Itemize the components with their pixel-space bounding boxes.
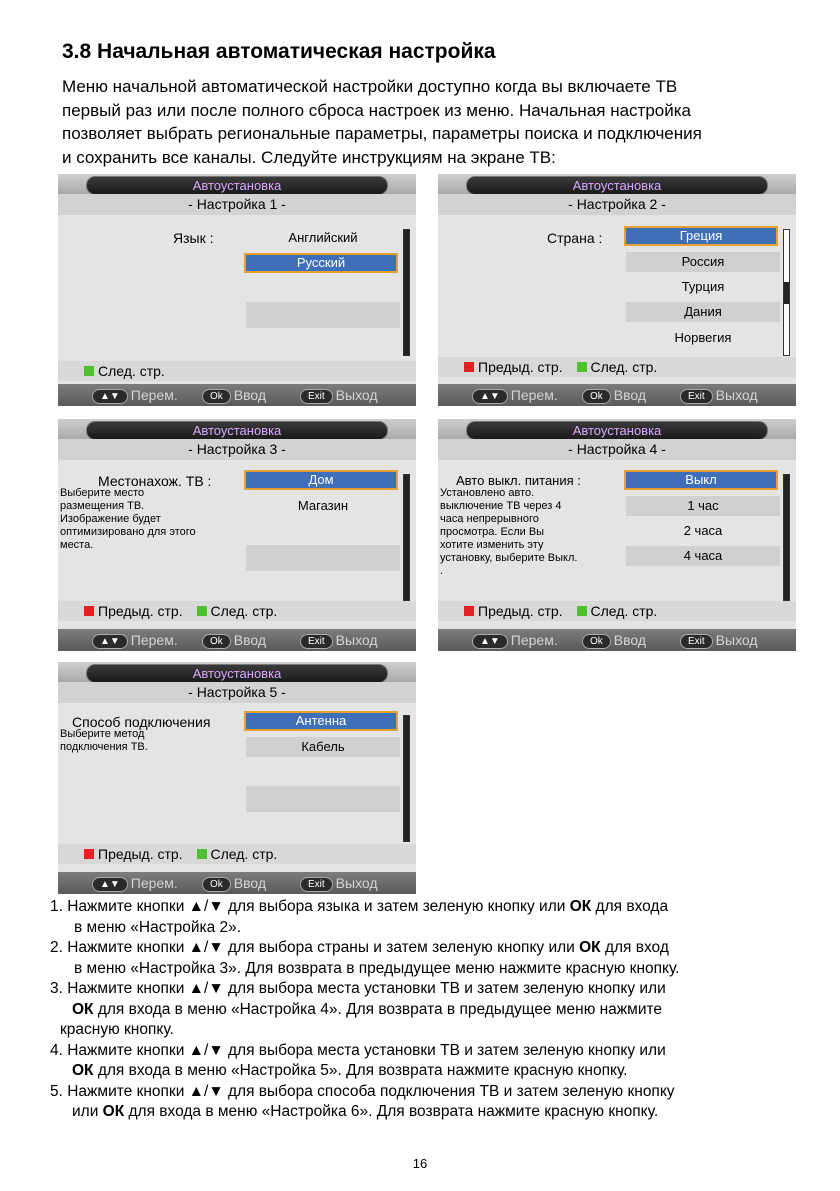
footer-hints: Предыд. стр. След. стр. — [58, 601, 416, 621]
arrows-key-icon: ▲▼ — [92, 877, 128, 892]
green-key-icon — [197, 849, 207, 859]
ok-key-icon: Ok — [202, 877, 231, 892]
step-2: 2. Нажмите кнопки ▲/▼ для выбора страны и затем зеленую кнопку или ОК для вход — [50, 939, 669, 956]
step-1: 1. Нажмите кнопки ▲/▼ для выбора языка и затем зеленую кнопку или ОК для входа — [50, 898, 669, 915]
option-4-hours[interactable]: 4 часа — [626, 546, 780, 566]
empty-option — [246, 786, 400, 812]
option-2-hours[interactable]: 2 часа — [683, 523, 723, 538]
red-key-icon — [464, 606, 474, 616]
option-cable[interactable]: Кабель — [246, 737, 400, 757]
empty-option — [246, 302, 400, 328]
intro-line: и сохранить все каналы. Следуйте инструкциям на экране ТВ: — [62, 147, 556, 167]
exit-key-icon: Exit — [680, 389, 713, 404]
page-number: 16 — [412, 1156, 428, 1171]
option-norway[interactable]: Норвегия — [674, 330, 732, 345]
key-bar: ▲▼ Перем. Ok Ввод Exit Выход — [438, 384, 796, 406]
screen-title: Автоустановка — [86, 664, 388, 683]
red-key-icon — [84, 606, 94, 616]
arrows-key-icon: ▲▼ — [472, 634, 508, 649]
location-label: Местонахож. ТВ : — [98, 473, 212, 489]
key-bar: ▲▼ Перем. Ok Ввод Exit Выход — [58, 872, 416, 894]
intro-line: первый раз или после полного сброса настроек из меню. Начальная настройка — [62, 100, 691, 120]
key-bar: ▲▼ Перем. Ok Ввод Exit Выход — [438, 629, 796, 651]
screen-subtitle: - Настройка 5 - — [58, 682, 416, 703]
scrollbar[interactable] — [783, 229, 790, 356]
section-heading: 3.8 Начальная автоматическая настройка — [62, 40, 496, 63]
footer-hints: Предыд. стр. След. стр. — [438, 601, 796, 621]
empty-option — [246, 545, 400, 571]
scrollbar[interactable] — [403, 229, 410, 356]
instruction-steps: 1. Нажмите кнопки ▲/▼ для выбора языка и затем зеленую кнопку или ОК для входа в меню «Настройка 2». 2. Нажмите кнопки ▲/▼ для выбора страны и затем зеленую кнопку или ОК для вход в меню «Настройка 3». Для возврата в предыдущее меню нажмите красную кнопку. 3. Нажмите кнопки ▲/▼ для выбора места установки ТВ и затем зеленую кнопку или ОК для входа в меню «Настройка 4». Для возврата в предыдущее меню нажмите красную кнопку. 4. Нажмите кнопки ▲/▼ для выбора места установки ТВ и затем зеленую кнопку или ОК для входа в меню «Настройка 5». Для возврата нажмите красную кнопку. 5. Нажмите кнопки ▲/▼ для выбора способа подключения ТВ и затем зеленую кнопку или ОК для входа в меню «Настройка 6». Для возврата нажмите красную кнопку. — [50, 897, 810, 1123]
screen-title: Автоустановка — [466, 176, 768, 195]
connection-description: Выберите метод подключения ТВ. — [60, 728, 148, 753]
arrows-key-icon: ▲▼ — [92, 389, 128, 404]
option-antenna[interactable]: Антенна — [244, 711, 398, 731]
language-label: Язык : — [173, 230, 214, 246]
option-turkey[interactable]: Турция — [681, 279, 725, 294]
exit-key-icon: Exit — [300, 389, 333, 404]
ok-key-icon: Ok — [202, 634, 231, 649]
setup-screen-5 — [58, 662, 416, 894]
scrollbar[interactable] — [403, 715, 410, 842]
option-off[interactable]: Выкл — [624, 470, 778, 490]
red-key-icon — [464, 362, 474, 372]
option-english[interactable]: Английский — [288, 230, 358, 245]
ok-key-icon: Ok — [202, 389, 231, 404]
screen-title: Автоустановка — [86, 421, 388, 440]
ok-key-icon: Ok — [582, 389, 611, 404]
country-label: Страна : — [547, 230, 603, 246]
connection-label: Способ подключения — [72, 714, 211, 730]
scrollbar[interactable] — [783, 474, 790, 601]
green-key-icon — [577, 606, 587, 616]
screen-title: Автоустановка — [466, 421, 768, 440]
footer-hints: Предыд. стр. След. стр. — [58, 844, 416, 864]
green-key-icon — [577, 362, 587, 372]
option-store[interactable]: Магазин — [297, 498, 349, 513]
screen-subtitle: - Настройка 3 - — [58, 439, 416, 460]
intro-line: позволяет выбрать региональные параметры, параметры поиска и подключения — [62, 124, 702, 143]
setup-screen-1 — [58, 174, 416, 406]
option-home[interactable]: Дом — [244, 470, 398, 490]
next-page-label: След. стр. — [98, 363, 165, 379]
scrollbar[interactable] — [403, 474, 410, 601]
footer-hints: Предыд. стр. След. стр. — [438, 357, 796, 377]
setup-screen-3 — [58, 419, 416, 651]
exit-key-icon: Exit — [300, 634, 333, 649]
option-1-hour[interactable]: 1 час — [626, 496, 780, 516]
red-key-icon — [84, 849, 94, 859]
intro-line: Меню начальной автоматической настройки доступно когда вы включаете ТВ — [62, 77, 678, 96]
green-key-icon — [84, 366, 94, 376]
location-description: Выберите место размещения ТВ. Изображение будет оптимизировано для этого места. — [60, 487, 196, 551]
footer-hints — [58, 361, 416, 381]
auto-power-off-label: Авто выкл. питания : — [456, 473, 581, 488]
ok-key-icon: Ok — [582, 634, 611, 649]
key-bar: ▲▼ Перем. Ok Ввод Exit Выход — [58, 629, 416, 651]
intro-text — [62, 75, 832, 169]
screen-subtitle: - Настройка 4 - — [438, 439, 796, 460]
option-greece[interactable]: Греция — [624, 226, 778, 246]
exit-key-icon: Exit — [300, 877, 333, 892]
screen-subtitle: - Настройка 2 - — [438, 194, 796, 215]
screen-title: Автоустановка — [86, 176, 388, 195]
step-3: 3. Нажмите кнопки ▲/▼ для выбора места установки ТВ и затем зеленую кнопку или — [50, 980, 666, 997]
setup-screen-4 — [438, 419, 796, 651]
auto-power-off-description: Установлено авто. выключение ТВ через 4 часа непрерывного просмотра. Если Вы хотите изменить эту установку, выберите Выкл. . — [440, 487, 578, 577]
setup-screen-2 — [438, 174, 796, 406]
screen-subtitle: - Настройка 1 - — [58, 194, 416, 215]
option-denmark[interactable]: Дания — [626, 302, 780, 322]
arrows-key-icon: ▲▼ — [472, 389, 508, 404]
arrows-key-icon: ▲▼ — [92, 634, 128, 649]
option-russian[interactable]: Русский — [244, 253, 398, 273]
exit-key-icon: Exit — [680, 634, 713, 649]
green-key-icon — [197, 606, 207, 616]
step-5: 5. Нажмите кнопки ▲/▼ для выбора способа подключения ТВ и затем зеленую кнопку — [50, 1082, 675, 1100]
option-russia[interactable]: Россия — [626, 252, 780, 272]
key-bar: ▲▼ Перем. Ok Ввод Exit Выход — [58, 384, 416, 406]
step-4: 4. Нажмите кнопки ▲/▼ для выбора места установки ТВ и затем зеленую кнопку или — [50, 1041, 666, 1059]
